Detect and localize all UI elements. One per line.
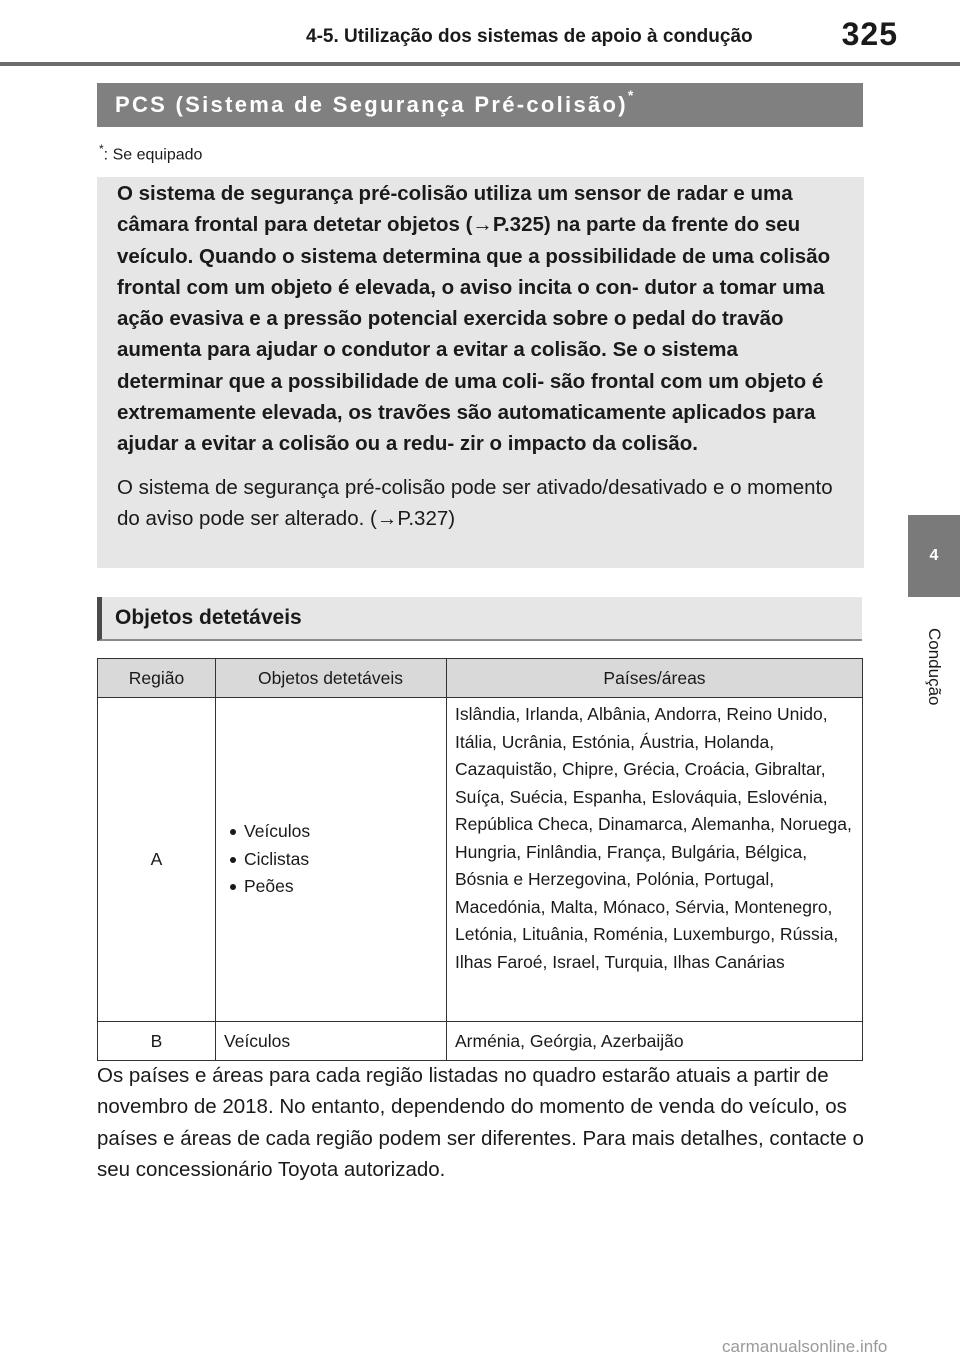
chapter-side-label [908, 612, 960, 722]
intro-normal-paragraph: O sistema de segurança pré-colisão pode ser ativado/desativado e o momento do aviso pode ser alterado. (→P.327) [117, 475, 833, 530]
chapter-title: 4-5. Utilização dos sistemas de apoio à condução [306, 26, 753, 47]
chapter-side-label-text: Condução [925, 628, 944, 706]
bullet-icon [230, 884, 236, 890]
table-row [98, 1022, 863, 1061]
countries-cell: Islândia, Irlanda, Albânia, Andorra, Reino Unido, Itália, Ucrânia, Estónia, Áustria, Holanda, Cazaquistão, Chipre, Grécia, Croácia, Gibraltar, Suíça, Suécia, Espanha, Eslováquia, Eslovénia, República Checa, Dinamarca, Alemanha, Noruega, Hungria, Finlândia, França, Bulgária, Bélgica, Bósnia e Herzegovina, Polónia, Portugal, Macedónia, Malta, Mónaco, Sérvia, Montenegro, Letónia, Lituânia, Roménia, Luxemburgo, Rússia, Ilhas Faroé, Israel, Turquia, Ilhas Canárias [447, 698, 863, 1022]
list-item [224, 846, 445, 874]
object-label: Ciclistas [244, 848, 310, 869]
subsection-title-banner [97, 597, 862, 641]
object-label: Veículos [244, 821, 311, 842]
region-cell: A [98, 698, 216, 1022]
object-label: Peões [244, 876, 294, 897]
footnote-mark: * [99, 142, 104, 156]
subsection-title: Objetos detetáveis [115, 606, 302, 629]
detectable-objects-table [97, 658, 863, 1061]
list-item [224, 818, 445, 846]
bullet-icon [230, 857, 236, 863]
footnote-text: : Se equipado [103, 146, 203, 164]
column-header-objects: Objetos detetáveis [216, 659, 447, 698]
intro-bold-paragraph: O sistema de segurança pré-colisão utiliza um sensor de radar e uma câmara frontal para detetar objetos (→P.325) na parte da frente do seu veículo. Quando o sistema determina que a possibilidade de uma colisão frontal com um objeto é elevada, o aviso incita o con- dutor a tomar uma ação evasiva e a pressão potencial exercida sobre o pedal do travão aumenta para ajudar o condutor a evitar a colisão. Se o sistema determinar que a possibilidade de uma coli- são frontal com um objeto é extremamente elevada, os travões são automaticamente aplicados para ajudar a evitar a colisão ou a redu- zir o impacto da colisão. [117, 182, 831, 456]
watermark-text: carmanualsonline.info [722, 1337, 888, 1356]
closing-paragraph: Os países e áreas para cada região listadas no quadro estarão atuais a partir de novembro de 2018. No entanto, dependendo do momento de venda do veículo, os países e áreas de cada região podem ser diferentes. Para mais detalhes, contacte o seu concessionário Toyota autorizado. [97, 1064, 864, 1181]
objects-list [224, 818, 445, 901]
table-row [98, 698, 863, 1022]
section-title: PCS (Sistema de Segurança Pré-colisão) [115, 92, 628, 117]
column-header-region: Região [98, 659, 216, 698]
section-title-mark: * [627, 87, 634, 103]
objects-cell: Veículos [216, 1022, 447, 1061]
section-title-banner [97, 83, 863, 127]
bullet-icon [230, 829, 236, 835]
table-header-row [98, 659, 863, 698]
equipment-footnote [99, 142, 202, 164]
objects-cell [216, 698, 447, 1022]
header-divider [0, 62, 960, 66]
page-number: 325 [841, 16, 898, 52]
countries-cell: Arménia, Geórgia, Azerbaijão [447, 1022, 863, 1061]
chapter-tab-number: 4 [929, 547, 939, 564]
column-header-countries: Países/áreas [447, 659, 863, 698]
list-item [224, 873, 445, 901]
intro-box [97, 177, 864, 568]
region-cell: B [98, 1022, 216, 1061]
chapter-tab[interactable] [908, 515, 960, 597]
